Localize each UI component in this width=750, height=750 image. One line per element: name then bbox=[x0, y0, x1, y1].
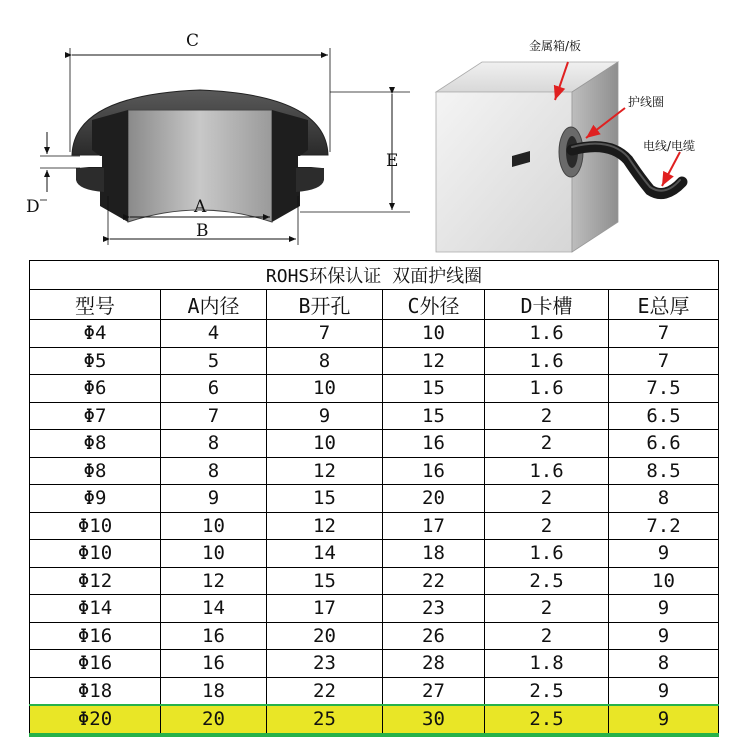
header-hole-size: B开孔 bbox=[267, 290, 383, 320]
cell-outer-diameter: 23 bbox=[383, 595, 485, 623]
cell-slot: 1.6 bbox=[485, 540, 609, 568]
cell-total-thickness: 7.2 bbox=[609, 512, 719, 540]
cell-hole-size: 12 bbox=[267, 512, 383, 540]
cell-total-thickness: 7 bbox=[609, 347, 719, 375]
panel-illustration bbox=[436, 38, 695, 252]
cell-hole-size: 7 bbox=[267, 320, 383, 348]
label-c: C bbox=[186, 31, 200, 51]
cell-hole-size: 15 bbox=[267, 567, 383, 595]
cell-hole-size: 14 bbox=[267, 540, 383, 568]
table-row bbox=[30, 430, 719, 458]
header-inner-diameter: A内径 bbox=[161, 290, 267, 320]
table-row bbox=[30, 512, 719, 540]
cell-slot: 2 bbox=[485, 485, 609, 513]
cell-total-thickness: 8 bbox=[609, 485, 719, 513]
right-slot bbox=[298, 156, 322, 167]
cell-inner-diameter: 8 bbox=[161, 430, 267, 458]
cell-outer-diameter: 15 bbox=[383, 402, 485, 430]
cell-hole-size: 10 bbox=[267, 430, 383, 458]
cell-slot: 1.6 bbox=[485, 320, 609, 348]
dimension-d bbox=[26, 132, 80, 217]
cell-outer-diameter: 18 bbox=[383, 540, 485, 568]
cell-outer-diameter: 27 bbox=[383, 677, 485, 705]
cell-total-thickness: 6.6 bbox=[609, 430, 719, 458]
cell-model: Φ4 bbox=[30, 320, 161, 348]
label-d: D bbox=[26, 197, 40, 217]
cell-inner-diameter: 14 bbox=[161, 595, 267, 623]
cell-model: Φ7 bbox=[30, 402, 161, 430]
table-row bbox=[30, 347, 719, 375]
cell-slot: 2 bbox=[485, 402, 609, 430]
cell-outer-diameter: 20 bbox=[383, 485, 485, 513]
cell-model: Φ9 bbox=[30, 485, 161, 513]
header-outer-diameter: C外径 bbox=[383, 290, 485, 320]
cell-outer-diameter: 16 bbox=[383, 457, 485, 485]
cell-total-thickness: 8.5 bbox=[609, 457, 719, 485]
panel-front-face bbox=[436, 92, 572, 252]
cell-model: Φ20 bbox=[30, 705, 161, 735]
table-row bbox=[30, 595, 719, 623]
cell-inner-diameter: 10 bbox=[161, 512, 267, 540]
cell-hole-size: 22 bbox=[267, 677, 383, 705]
diagrams-svg bbox=[0, 0, 750, 258]
diagram-area bbox=[0, 0, 750, 258]
cell-inner-diameter: 9 bbox=[161, 485, 267, 513]
table-row bbox=[30, 705, 719, 735]
label-panel: 金属箱/板 bbox=[529, 39, 582, 53]
cell-hole-size: 12 bbox=[267, 457, 383, 485]
cell-inner-diameter: 10 bbox=[161, 540, 267, 568]
label-b: B bbox=[196, 221, 209, 241]
table-row bbox=[30, 375, 719, 403]
header-slot: D卡槽 bbox=[485, 290, 609, 320]
table-row bbox=[30, 457, 719, 485]
cell-slot: 1.6 bbox=[485, 347, 609, 375]
table-row bbox=[30, 567, 719, 595]
cell-total-thickness: 9 bbox=[609, 622, 719, 650]
cell-model: Φ16 bbox=[30, 622, 161, 650]
cell-total-thickness: 7.5 bbox=[609, 375, 719, 403]
cell-total-thickness: 9 bbox=[609, 705, 719, 735]
cell-slot: 1.8 bbox=[485, 650, 609, 678]
table-row bbox=[30, 485, 719, 513]
cell-inner-diameter: 12 bbox=[161, 567, 267, 595]
cell-outer-diameter: 26 bbox=[383, 622, 485, 650]
cell-model: Φ10 bbox=[30, 512, 161, 540]
cell-total-thickness: 9 bbox=[609, 540, 719, 568]
cell-inner-diameter: 5 bbox=[161, 347, 267, 375]
cell-hole-size: 25 bbox=[267, 705, 383, 735]
cell-slot: 2 bbox=[485, 430, 609, 458]
header-total-thickness: E总厚 bbox=[609, 290, 719, 320]
table-title-row bbox=[30, 261, 719, 290]
cell-hole-size: 8 bbox=[267, 347, 383, 375]
cell-model: Φ5 bbox=[30, 347, 161, 375]
cell-slot: 2.5 bbox=[485, 567, 609, 595]
cell-slot: 2 bbox=[485, 595, 609, 623]
cell-outer-diameter: 30 bbox=[383, 705, 485, 735]
cell-outer-diameter: 17 bbox=[383, 512, 485, 540]
cell-slot: 1.6 bbox=[485, 457, 609, 485]
cell-inner-diameter: 16 bbox=[161, 622, 267, 650]
cell-hole-size: 20 bbox=[267, 622, 383, 650]
cell-hole-size: 15 bbox=[267, 485, 383, 513]
cell-model: Φ6 bbox=[30, 375, 161, 403]
table-header-row bbox=[30, 290, 719, 320]
cell-outer-diameter: 22 bbox=[383, 567, 485, 595]
cell-inner-diameter: 18 bbox=[161, 677, 267, 705]
table-title: ROHS环保认证 双面护线圈 bbox=[30, 261, 719, 290]
cell-total-thickness: 10 bbox=[609, 567, 719, 595]
cell-outer-diameter: 16 bbox=[383, 430, 485, 458]
cell-inner-diameter: 20 bbox=[161, 705, 267, 735]
cell-inner-diameter: 7 bbox=[161, 402, 267, 430]
cell-slot: 2.5 bbox=[485, 677, 609, 705]
cell-inner-diameter: 16 bbox=[161, 650, 267, 678]
cell-total-thickness: 7 bbox=[609, 320, 719, 348]
cell-inner-diameter: 6 bbox=[161, 375, 267, 403]
cell-inner-diameter: 4 bbox=[161, 320, 267, 348]
cell-hole-size: 10 bbox=[267, 375, 383, 403]
table-row bbox=[30, 320, 719, 348]
cell-model: Φ10 bbox=[30, 540, 161, 568]
right-lower-lip bbox=[296, 168, 324, 192]
cell-outer-diameter: 15 bbox=[383, 375, 485, 403]
cell-model: Φ8 bbox=[30, 457, 161, 485]
cell-outer-diameter: 12 bbox=[383, 347, 485, 375]
label-a: A bbox=[194, 197, 207, 217]
label-grommet: 护线圈 bbox=[628, 95, 665, 109]
table-row bbox=[30, 402, 719, 430]
spec-table bbox=[29, 260, 719, 737]
header-model: 型号 bbox=[30, 290, 161, 320]
cell-hole-size: 17 bbox=[267, 595, 383, 623]
table-row bbox=[30, 622, 719, 650]
table-row bbox=[30, 677, 719, 705]
cell-outer-diameter: 28 bbox=[383, 650, 485, 678]
left-slot bbox=[78, 156, 102, 167]
cell-hole-size: 9 bbox=[267, 402, 383, 430]
cell-slot: 2.5 bbox=[485, 705, 609, 735]
label-cable: 电线/电缆 bbox=[643, 139, 696, 153]
cell-inner-diameter: 8 bbox=[161, 457, 267, 485]
table-row bbox=[30, 650, 719, 678]
cell-slot: 2 bbox=[485, 622, 609, 650]
cell-model: Φ16 bbox=[30, 650, 161, 678]
cell-total-thickness: 9 bbox=[609, 677, 719, 705]
cell-model: Φ8 bbox=[30, 430, 161, 458]
cell-outer-diameter: 10 bbox=[383, 320, 485, 348]
table-row bbox=[30, 540, 719, 568]
cell-total-thickness: 9 bbox=[609, 595, 719, 623]
cell-total-thickness: 6.5 bbox=[609, 402, 719, 430]
cell-hole-size: 23 bbox=[267, 650, 383, 678]
left-lower-lip bbox=[76, 168, 104, 192]
cell-slot: 1.6 bbox=[485, 375, 609, 403]
cell-model: Φ12 bbox=[30, 567, 161, 595]
label-e: E bbox=[386, 151, 399, 171]
cell-model: Φ18 bbox=[30, 677, 161, 705]
cell-total-thickness: 8 bbox=[609, 650, 719, 678]
cell-model: Φ14 bbox=[30, 595, 161, 623]
cell-slot: 2 bbox=[485, 512, 609, 540]
